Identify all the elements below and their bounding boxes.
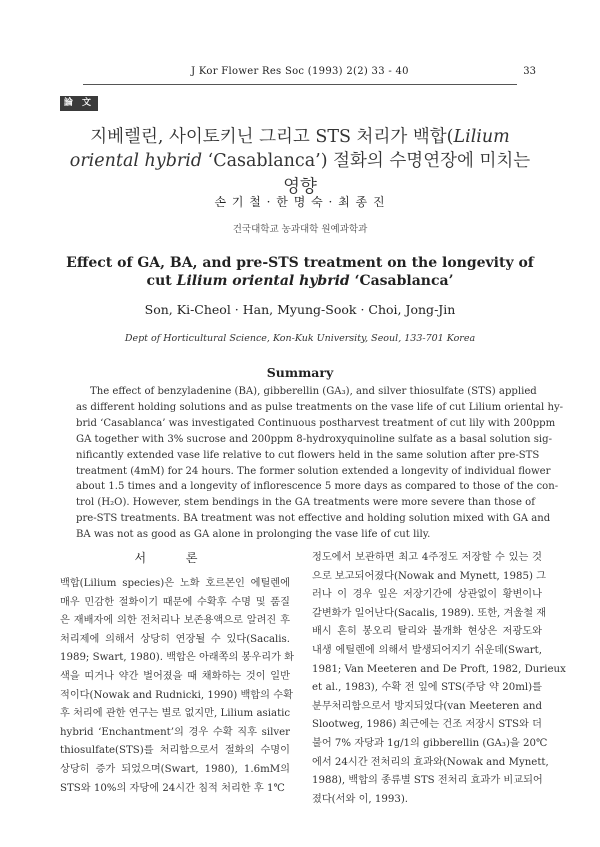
summary-line: pre-STS treatments. BA treatment was not effective and holding solution mixed with GA and bbox=[76, 513, 551, 525]
summary-line: GA together with 3% sucrose and 200ppm 8-hydroxyquinoline sulfate as a basal solution sig- bbox=[76, 433, 552, 445]
korean-authors: 손 기 철 · 한 명 숙 · 최 종 진 bbox=[214, 195, 386, 209]
intro-line: 처리제에 의해서 상당히 연장될 수 있다(Sacalis. bbox=[60, 633, 290, 645]
summary-line: as different holding solutions and as pulse treatments on the vase life of cut Lilium oriental hy- bbox=[76, 401, 564, 413]
intro-line: 정도에서 보관하면 최고 4주정도 저장할 수 있는 것 bbox=[312, 552, 542, 563]
intro-line: 색을 띠거나 약간 벌어졌을 때 채화하는 것이 일반 bbox=[60, 670, 290, 682]
english-title-species: Lilium oriental hybrid bbox=[176, 273, 350, 289]
intro-line: 배시 흔히 봉오리 탈리와 불개화 현상은 저광도와 bbox=[312, 626, 542, 638]
intro-line: 에서 24시간 전처리의 효과와(Nowak and Mynett, bbox=[312, 756, 549, 768]
intro-line: 1981; Van Meeteren and De Proft, 1982, Durieux bbox=[312, 663, 566, 675]
intro-line: STS와 10%의 자당에 24시간 침적 처리한 후 1℃ bbox=[60, 782, 285, 794]
summary-heading: Summary bbox=[266, 365, 334, 380]
intro-line: 갈변화가 일어난다(Sacalis, 1989). 또한, 겨울철 재 bbox=[312, 607, 547, 619]
summary-line: The effect of benzyladenine (BA), gibberellin (GA₃), and silver thiosulfate (STS) applied bbox=[90, 386, 537, 397]
intro-line: 1989; Swart, 1980). 백합은 아래쪽의 봉우리가 화 bbox=[60, 652, 294, 664]
journal-citation: J Kor Flower Res Soc (1993) 2(2) 33 - 40 bbox=[191, 66, 409, 77]
korean-title-line-1 bbox=[60, 124, 540, 150]
intro-line: 졌다(서와 이, 1993). bbox=[312, 793, 409, 805]
intro-line: 백합(Lilium species)은 노화 호르몬인 에틸렌에 bbox=[60, 578, 290, 589]
english-title-line-1: Effect of GA, BA, and pre-STS treatment on the longevity of bbox=[66, 255, 534, 271]
intro-line: thiosulfate(STS)를 처리함으로서 절화의 수명이 bbox=[60, 745, 290, 757]
english-authors: Son, Ki-Cheol · Han, Myung-Sook · Choi, Jong-Jin bbox=[144, 302, 456, 317]
intro-line: 상당히 증가 되었으며(Swart, 1980), 1.6mM의 bbox=[60, 763, 290, 775]
summary-line: brid ‘Casablanca’ was investigated Continuous postharvest treatment of cut lily with 200ppm bbox=[76, 417, 556, 429]
summary-line: treatment (4mM) for 24 hours. The former solution extended a longevity of individual flower bbox=[76, 465, 551, 477]
intro-line: 적이다(Nowak and Rudnicki, 1990) 백합의 수확 bbox=[60, 689, 293, 701]
intro-line: 으로 보고되어졌다(Nowak and Mynett, 1985) 그 bbox=[312, 570, 547, 582]
intro-line: 후 처리에 관한 연구는 별로 없지만, Lilium asiatic bbox=[60, 708, 291, 720]
korean-title-genus: Lilium bbox=[453, 127, 510, 147]
intro-line: 내생 에틸렌에 의해서 발생되어지기 쉬운데(Swart, bbox=[312, 644, 542, 656]
introduction-heading: 서 론 bbox=[134, 551, 216, 565]
intro-line: 분무처리함으로서 방지되었다(van Meeteren and bbox=[312, 700, 542, 712]
intro-right-column bbox=[312, 549, 566, 809]
english-title-line-2 bbox=[60, 272, 540, 290]
intro-line: 1988), 백합의 종류별 STS 전처리 효과가 비교되어 bbox=[312, 775, 543, 787]
english-affiliation: Dept of Horticultural Science, Kon-Kuk University, Seoul, 133-701 Korea bbox=[124, 333, 476, 344]
intro-left-column bbox=[60, 575, 294, 798]
summary-line: about 1.5 times and a longevity of inflorescence 5 more days as compared to those of the con- bbox=[76, 481, 559, 493]
article-type-badge: 論 文 bbox=[60, 96, 98, 111]
summary-line: trol (H₂O). However, stem bendings in the GA treatments were more severe than those of bbox=[76, 497, 535, 509]
english-title-prefix: cut bbox=[146, 273, 177, 289]
page-number: 33 bbox=[523, 66, 536, 77]
intro-line: 매우 민감한 절화이기 때문에 수확후 수명 및 품질 bbox=[60, 596, 290, 608]
header-rule bbox=[83, 84, 517, 85]
running-header bbox=[0, 66, 600, 80]
intro-line: et al., 1983), 수확 전 잎에 STS(주당 약 20ml)를 bbox=[312, 682, 542, 694]
summary-body bbox=[76, 384, 564, 543]
intro-line: hybrid ‘Enchantment’의 경우 수확 직후 silver bbox=[60, 726, 290, 738]
english-title-cultivar: ‘Casablanca’ bbox=[349, 273, 454, 289]
korean-title-species: oriental hybrid bbox=[69, 151, 203, 171]
summary-line: BA was not as good as GA alone in prolonging the vase life of cut lily. bbox=[76, 529, 431, 541]
intro-line: 불어 7% 자당과 1g/1의 gibberellin (GA₃)을 20℃ bbox=[312, 737, 548, 749]
summary-line: nificantly extended vase life relative to cut flowers held in the same solution after pre-STS bbox=[76, 449, 540, 461]
korean-title-text-2: ‘Casablanca’) 절화의 수명연장에 미치는 영향 bbox=[202, 151, 531, 197]
intro-line: Slootweg, 1986) 최근에는 건조 저장시 STS와 더 bbox=[312, 719, 542, 731]
intro-line: 은 재배자에 의한 전처리나 보존용액으로 알려진 후 bbox=[60, 615, 290, 627]
korean-affiliation: 건국대학교 농과대학 원예과학과 bbox=[232, 224, 368, 235]
intro-line: 러나 이 경우 잎은 저장기간에 상관없이 황변이나 bbox=[312, 589, 542, 601]
korean-title-text: 지베렐린, 사이토키닌 그리고 STS 처리가 백합( bbox=[90, 127, 454, 147]
